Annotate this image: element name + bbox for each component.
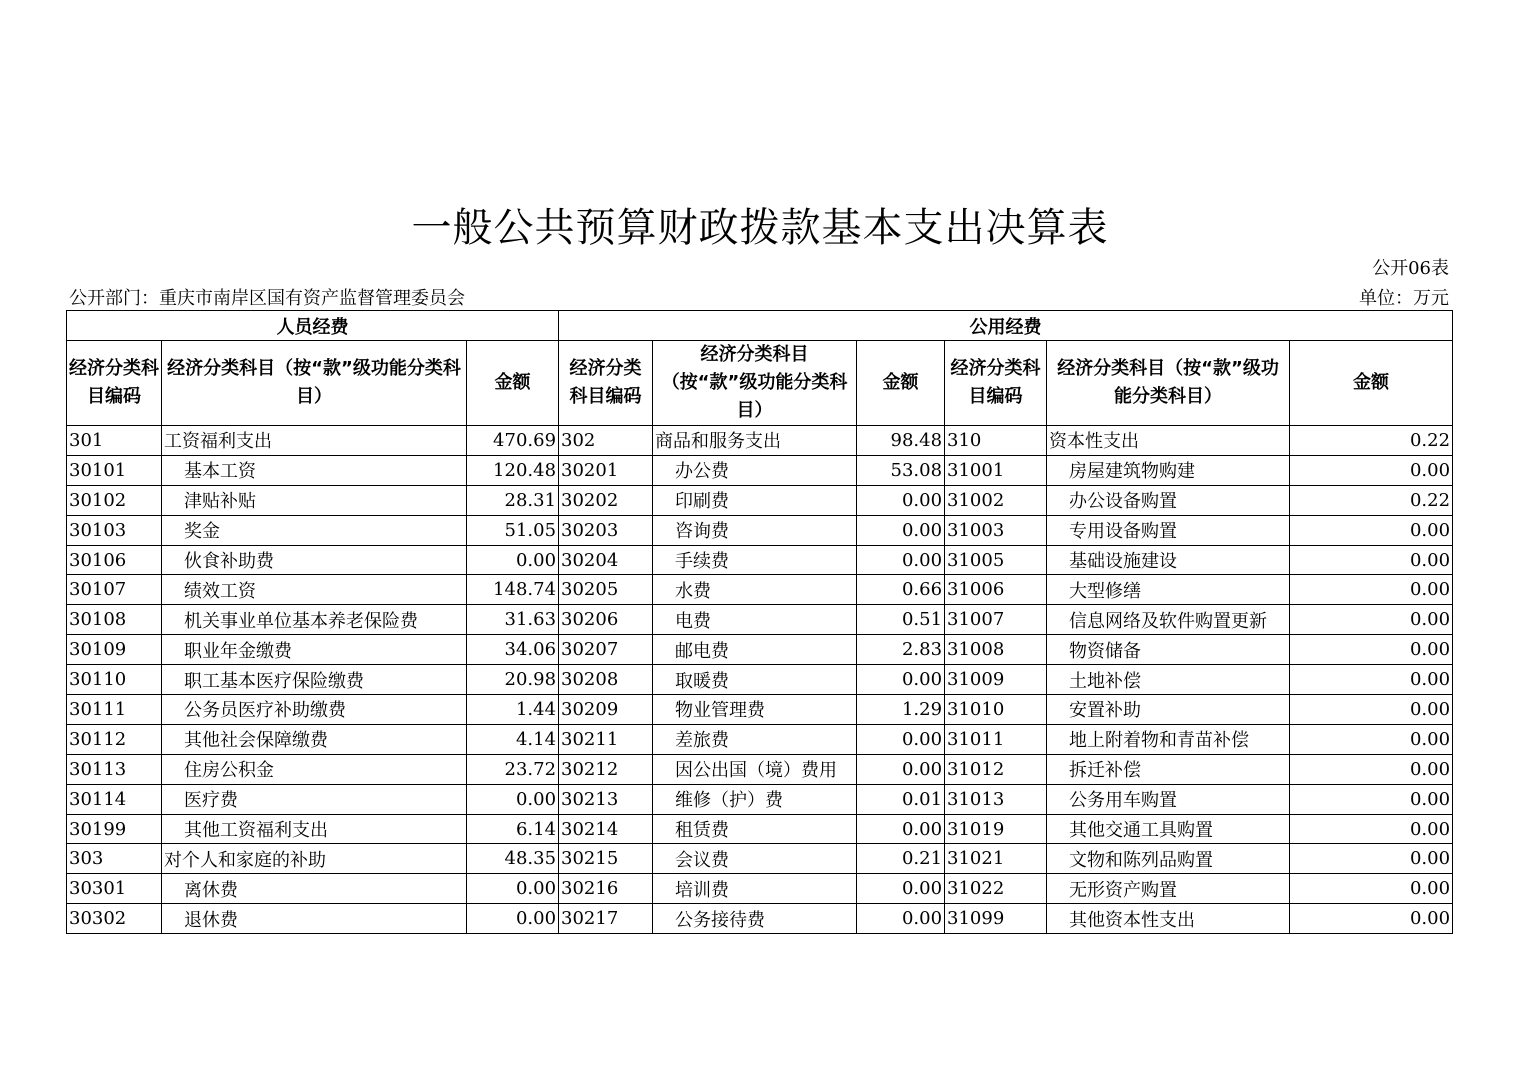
cell-name: 公务员医疗补助缴费 (162, 695, 467, 725)
cell-amt: 0.66 (857, 575, 945, 605)
cell-amt: 0.21 (857, 844, 945, 874)
cell-amt: 120.48 (467, 455, 559, 485)
cell-name: 其他工资福利支出 (162, 814, 467, 844)
cell-amt: 2.83 (857, 635, 945, 665)
cell-amt: 34.06 (467, 635, 559, 665)
cell-amt: 0.00 (1290, 904, 1453, 934)
cell-code: 31003 (945, 515, 1047, 545)
group-header-personnel: 人员经费 (67, 311, 559, 341)
cell-amt: 48.35 (467, 844, 559, 874)
department-label: 公开部门：重庆市南岸区国有资产监督管理委员会 (69, 288, 465, 309)
cell-amt: 0.00 (1290, 455, 1453, 485)
cell-name: 退休费 (162, 904, 467, 934)
cell-amt: 0.00 (1290, 635, 1453, 665)
col-header-code: 经济分类科目编码 (67, 341, 162, 426)
table-row (67, 545, 1453, 575)
cell-name: 会议费 (653, 844, 857, 874)
cell-amt: 23.72 (467, 754, 559, 784)
cell-amt: 0.00 (857, 874, 945, 904)
cell-amt: 0.00 (857, 814, 945, 844)
cell-name: 房屋建筑物购建 (1047, 455, 1290, 485)
cell-name: 伙食补助费 (162, 545, 467, 575)
cell-code: 30214 (559, 814, 653, 844)
cell-name: 住房公积金 (162, 754, 467, 784)
cell-amt: 0.00 (857, 724, 945, 754)
cell-amt: 0.01 (857, 784, 945, 814)
col-header-amount: 金额 (1290, 341, 1453, 426)
cell-code: 30301 (67, 874, 162, 904)
table-row (67, 635, 1453, 665)
cell-amt: 0.51 (857, 605, 945, 635)
cell-name: 物资储备 (1047, 635, 1290, 665)
cell-amt: 0.00 (857, 485, 945, 515)
cell-code: 31022 (945, 874, 1047, 904)
cell-code: 30212 (559, 754, 653, 784)
cell-amt: 470.69 (467, 426, 559, 456)
col-header-code: 经济分类科目编码 (945, 341, 1047, 426)
cell-code: 31008 (945, 635, 1047, 665)
cell-amt: 0.00 (1290, 784, 1453, 814)
cell-name: 公务接待费 (653, 904, 857, 934)
table-row (67, 814, 1453, 844)
col-header-name: 经济分类科目（按“款”级功能分类科目） (162, 341, 467, 426)
cell-amt: 0.00 (1290, 545, 1453, 575)
cell-code: 30110 (67, 665, 162, 695)
cell-name: 物业管理费 (653, 695, 857, 725)
cell-name: 咨询费 (653, 515, 857, 545)
cell-amt: 0.00 (857, 904, 945, 934)
cell-amt: 6.14 (467, 814, 559, 844)
table-row (67, 874, 1453, 904)
cell-amt: 0.00 (857, 545, 945, 575)
cell-code: 30202 (559, 485, 653, 515)
cell-code: 30203 (559, 515, 653, 545)
cell-code: 30112 (67, 724, 162, 754)
table-row (67, 485, 1453, 515)
cell-code: 30111 (67, 695, 162, 725)
cell-amt: 20.98 (467, 665, 559, 695)
cell-code: 30206 (559, 605, 653, 635)
cell-name: 水费 (653, 575, 857, 605)
cell-amt: 0.00 (1290, 844, 1453, 874)
table-row (67, 455, 1453, 485)
table-row (67, 605, 1453, 635)
cell-code: 31005 (945, 545, 1047, 575)
cell-code: 30108 (67, 605, 162, 635)
table-body (67, 426, 1453, 934)
cell-amt: 4.14 (467, 724, 559, 754)
table-row (67, 515, 1453, 545)
cell-name: 安置补助 (1047, 695, 1290, 725)
cell-name: 医疗费 (162, 784, 467, 814)
cell-name: 地上附着物和青苗补偿 (1047, 724, 1290, 754)
cell-code: 310 (945, 426, 1047, 456)
cell-code: 30107 (67, 575, 162, 605)
cell-amt: 51.05 (467, 515, 559, 545)
cell-code: 31002 (945, 485, 1047, 515)
cell-name: 职工基本医疗保险缴费 (162, 665, 467, 695)
cell-code: 30302 (67, 904, 162, 934)
cell-amt: 0.00 (857, 665, 945, 695)
page-title: 一般公共预算财政拨款基本支出决算表 (411, 205, 1109, 251)
cell-code: 30106 (67, 545, 162, 575)
cell-name: 印刷费 (653, 485, 857, 515)
cell-name: 工资福利支出 (162, 426, 467, 456)
cell-amt: 0.00 (1290, 695, 1453, 725)
cell-amt: 0.22 (1290, 426, 1453, 456)
cell-code: 31001 (945, 455, 1047, 485)
col-header-amount: 金额 (467, 341, 559, 426)
cell-name: 其他资本性支出 (1047, 904, 1290, 934)
form-code: 公开06表 (1372, 258, 1449, 279)
cell-amt: 0.00 (1290, 665, 1453, 695)
cell-code: 30211 (559, 724, 653, 754)
cell-code: 30217 (559, 904, 653, 934)
table-row (67, 904, 1453, 934)
cell-code: 30101 (67, 455, 162, 485)
cell-name: 基本工资 (162, 455, 467, 485)
cell-code: 30109 (67, 635, 162, 665)
group-header-public: 公用经费 (559, 311, 1453, 341)
cell-name: 信息网络及软件购置更新 (1047, 605, 1290, 635)
cell-amt: 0.00 (1290, 575, 1453, 605)
table-row (67, 575, 1453, 605)
cell-amt: 1.44 (467, 695, 559, 725)
cell-name: 办公费 (653, 455, 857, 485)
cell-code: 30201 (559, 455, 653, 485)
table-row (67, 784, 1453, 814)
cell-code: 30209 (559, 695, 653, 725)
cell-code: 30199 (67, 814, 162, 844)
cell-name: 大型修缮 (1047, 575, 1290, 605)
cell-code: 31006 (945, 575, 1047, 605)
cell-code: 31012 (945, 754, 1047, 784)
cell-code: 31021 (945, 844, 1047, 874)
cell-amt: 98.48 (857, 426, 945, 456)
cell-amt: 0.00 (1290, 605, 1453, 635)
col-header-amount: 金额 (857, 341, 945, 426)
cell-name: 其他社会保障缴费 (162, 724, 467, 754)
cell-amt: 0.00 (857, 515, 945, 545)
cell-name: 公务用车购置 (1047, 784, 1290, 814)
table-row (67, 844, 1453, 874)
cell-code: 30204 (559, 545, 653, 575)
cell-name: 取暖费 (653, 665, 857, 695)
cell-name: 文物和陈列品购置 (1047, 844, 1290, 874)
cell-name: 机关事业单位基本养老保险费 (162, 605, 467, 635)
cell-code: 31099 (945, 904, 1047, 934)
cell-amt: 28.31 (467, 485, 559, 515)
col-header-name: 经济分类科目（按“款”级功能分类科目） (1047, 341, 1290, 426)
cell-amt: 0.00 (467, 545, 559, 575)
cell-amt: 0.00 (857, 754, 945, 784)
cell-name: 手续费 (653, 545, 857, 575)
cell-name: 商品和服务支出 (653, 426, 857, 456)
table-row (67, 665, 1453, 695)
cell-name: 办公设备购置 (1047, 485, 1290, 515)
cell-code: 30207 (559, 635, 653, 665)
cell-name: 邮电费 (653, 635, 857, 665)
cell-amt: 0.00 (1290, 515, 1453, 545)
cell-amt: 0.00 (467, 784, 559, 814)
table-row (67, 426, 1453, 456)
cell-amt: 0.00 (1290, 874, 1453, 904)
cell-name: 离休费 (162, 874, 467, 904)
col-header-name: 经济分类科目（按“款”级功能分类科目） (653, 341, 857, 426)
cell-amt: 0.00 (1290, 814, 1453, 844)
cell-code: 31019 (945, 814, 1047, 844)
cell-amt: 148.74 (467, 575, 559, 605)
cell-name: 绩效工资 (162, 575, 467, 605)
cell-name: 拆迁补偿 (1047, 754, 1290, 784)
cell-code: 30213 (559, 784, 653, 814)
unit-label: 单位：万元 (1359, 288, 1449, 309)
cell-code: 31010 (945, 695, 1047, 725)
cell-name: 基础设施建设 (1047, 545, 1290, 575)
cell-code: 30215 (559, 844, 653, 874)
col-header-code: 经济分类科目编码 (559, 341, 653, 426)
cell-code: 31013 (945, 784, 1047, 814)
cell-amt: 1.29 (857, 695, 945, 725)
cell-name: 奖金 (162, 515, 467, 545)
cell-name: 专用设备购置 (1047, 515, 1290, 545)
cell-code: 30208 (559, 665, 653, 695)
cell-code: 303 (67, 844, 162, 874)
cell-name: 培训费 (653, 874, 857, 904)
cell-name: 电费 (653, 605, 857, 635)
cell-amt: 0.22 (1290, 485, 1453, 515)
cell-name: 因公出国（境）费用 (653, 754, 857, 784)
cell-code: 30114 (67, 784, 162, 814)
table-row (67, 754, 1453, 784)
cell-code: 301 (67, 426, 162, 456)
expenditure-table (66, 310, 1453, 934)
cell-code: 31011 (945, 724, 1047, 754)
cell-code: 31009 (945, 665, 1047, 695)
cell-name: 职业年金缴费 (162, 635, 467, 665)
cell-name: 无形资产购置 (1047, 874, 1290, 904)
cell-code: 30103 (67, 515, 162, 545)
cell-code: 31007 (945, 605, 1047, 635)
cell-amt: 31.63 (467, 605, 559, 635)
cell-name: 津贴补贴 (162, 485, 467, 515)
cell-name: 其他交通工具购置 (1047, 814, 1290, 844)
cell-code: 30113 (67, 754, 162, 784)
cell-name: 租赁费 (653, 814, 857, 844)
cell-amt: 0.00 (1290, 724, 1453, 754)
cell-name: 资本性支出 (1047, 426, 1290, 456)
cell-code: 30205 (559, 575, 653, 605)
cell-name: 对个人和家庭的补助 (162, 844, 467, 874)
cell-amt: 0.00 (467, 874, 559, 904)
cell-code: 30102 (67, 485, 162, 515)
cell-name: 维修（护）费 (653, 784, 857, 814)
cell-name: 差旅费 (653, 724, 857, 754)
cell-amt: 0.00 (1290, 754, 1453, 784)
cell-amt: 53.08 (857, 455, 945, 485)
cell-code: 302 (559, 426, 653, 456)
cell-name: 土地补偿 (1047, 665, 1290, 695)
table-row (67, 695, 1453, 725)
cell-amt: 0.00 (467, 904, 559, 934)
table-row (67, 724, 1453, 754)
cell-code: 30216 (559, 874, 653, 904)
